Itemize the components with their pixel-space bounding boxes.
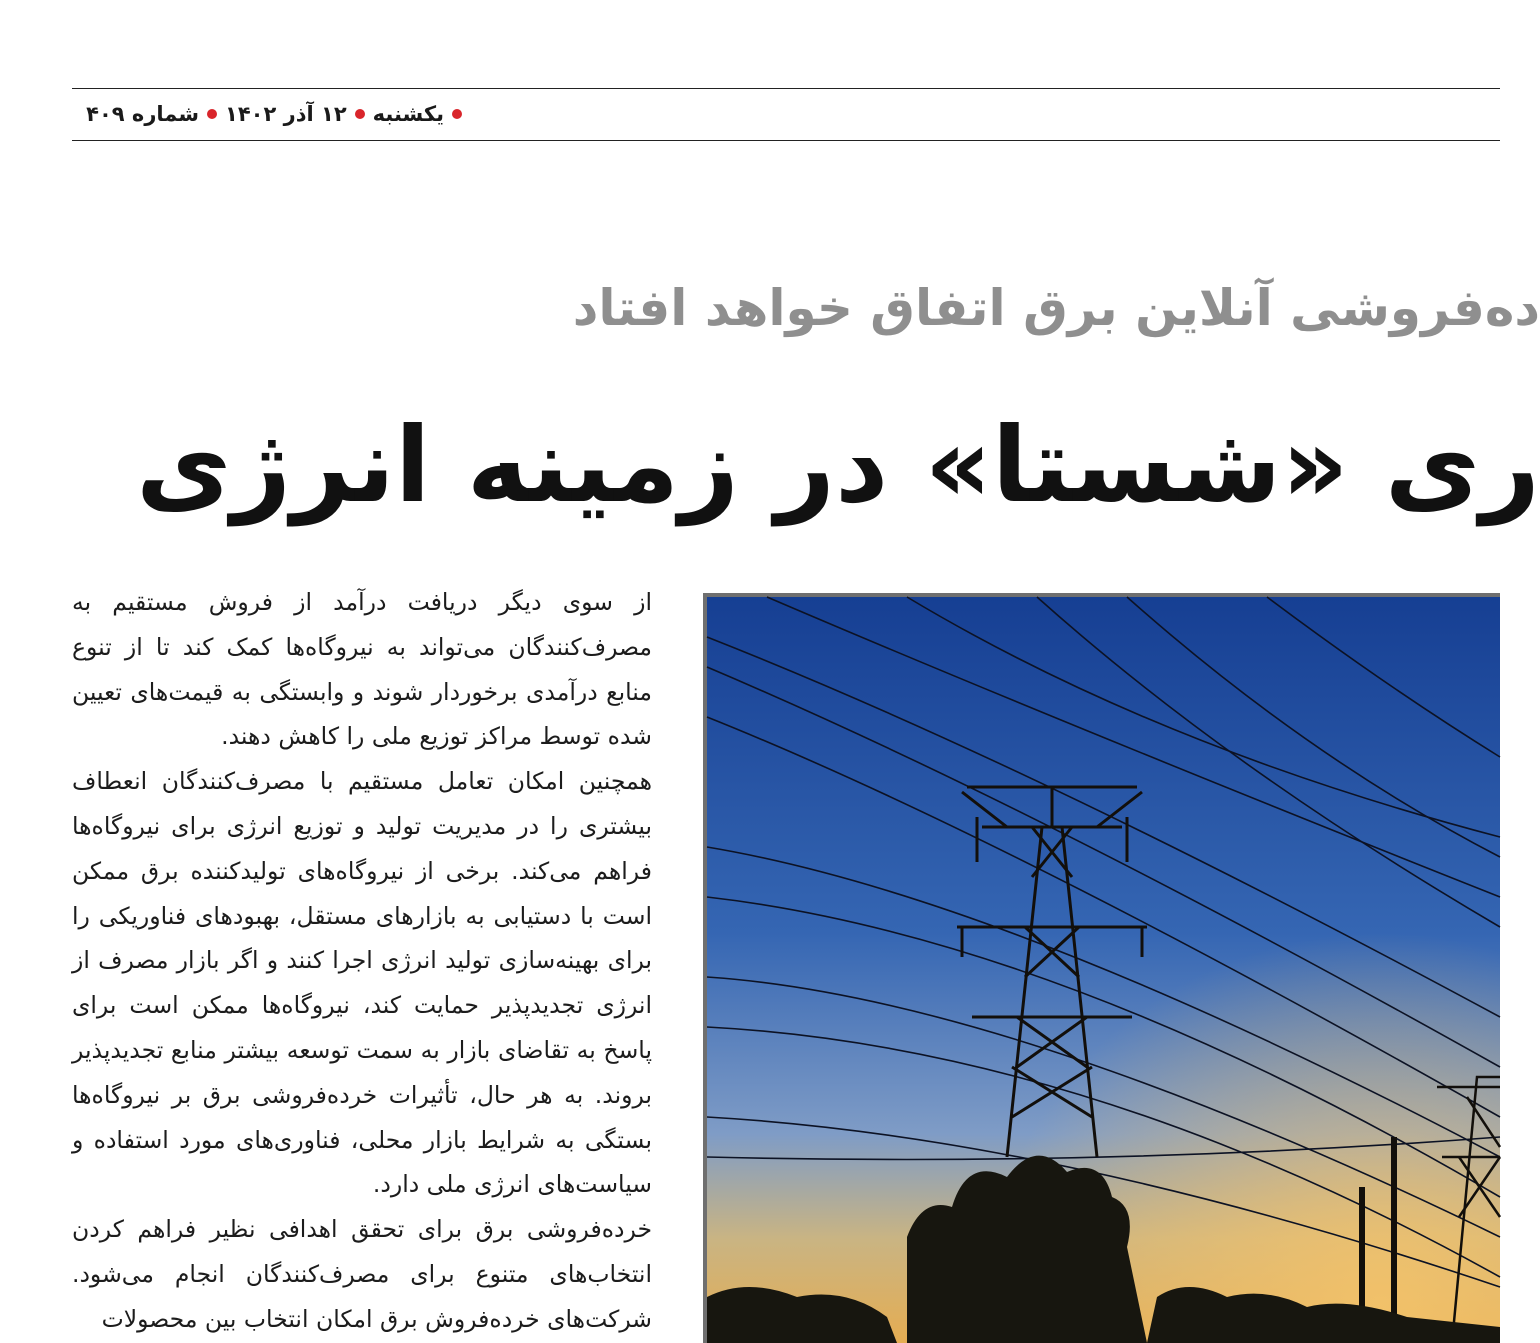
article-kicker: ده‌فروشی آنلاین برق اتفاق خواهد افتاد bbox=[572, 279, 1540, 337]
article-photo bbox=[703, 593, 1500, 1343]
header-bottom-rule bbox=[72, 140, 1500, 141]
article-paragraph-1: از سوی دیگر دریافت درآمد از فروش مستقیم به مصرف‌کنندگان می‌تواند به نیروگاه‌ها کمک کند تا از تنوع منابع درآمدی برخوردار شوند و وابستگی به قیمت‌های تعیین شده توسط مراکز توزیع ملی را کاهش دهند. bbox=[72, 588, 652, 751]
header-top-rule bbox=[72, 88, 1500, 89]
bullet-dot-icon bbox=[207, 109, 217, 119]
issue-bar bbox=[72, 96, 462, 132]
issue-number: شماره ۴۰۹ bbox=[86, 102, 200, 126]
article-body bbox=[72, 580, 652, 1343]
bullet-dot-icon bbox=[452, 109, 462, 119]
issue-date: ۱۲ آذر ۱۴۰۲ bbox=[225, 102, 347, 126]
article-headline: ری «شستا» در زمینه انرژی bbox=[135, 404, 1540, 526]
power-lines-photo bbox=[707, 597, 1500, 1343]
article-paragraph-2: همچنین امکان تعامل مستقیم با مصرف‌کنندگان انعطاف بیشتری را در مدیریت تولید و توزیع انرژی برای نیروگاه‌ها فراهم می‌کند. برخی از نیروگاه‌های تولیدکننده برق ممکن است با دستیابی به بازارهای مستقل، بهبودهای فناوریکی را برای بهینه‌سازی تولید انرژی اجرا کنند و اگر بازار مصرف از انرژی تجدیدپذیر حمایت کند، نیروگاه‌ها ممکن است برای پاسخ به تقاضای بازار به سمت توسعه بیشتر منابع تجدیدپذیر بروند. به هر حال، تأثیرات خرده‌فروشی برق بر نیروگاه‌ها بستگی به شرایط بازار محلی، فناوری‌های مورد استفاده و سیاست‌های انرژی ملی دارد. bbox=[72, 767, 652, 1199]
bullet-dot-icon bbox=[355, 109, 365, 119]
issue-day: یکشنبه bbox=[372, 102, 444, 126]
article-paragraph-3: خرده‌فروشی برق برای تحقق اهدافی نظیر فراهم کردن انتخاب‌های متنوع برای مصرف‌کنندگان انجام می‌شود. شرکت‌های خرده‌فروش برق امکان انتخاب بین محصولات bbox=[72, 1215, 652, 1333]
